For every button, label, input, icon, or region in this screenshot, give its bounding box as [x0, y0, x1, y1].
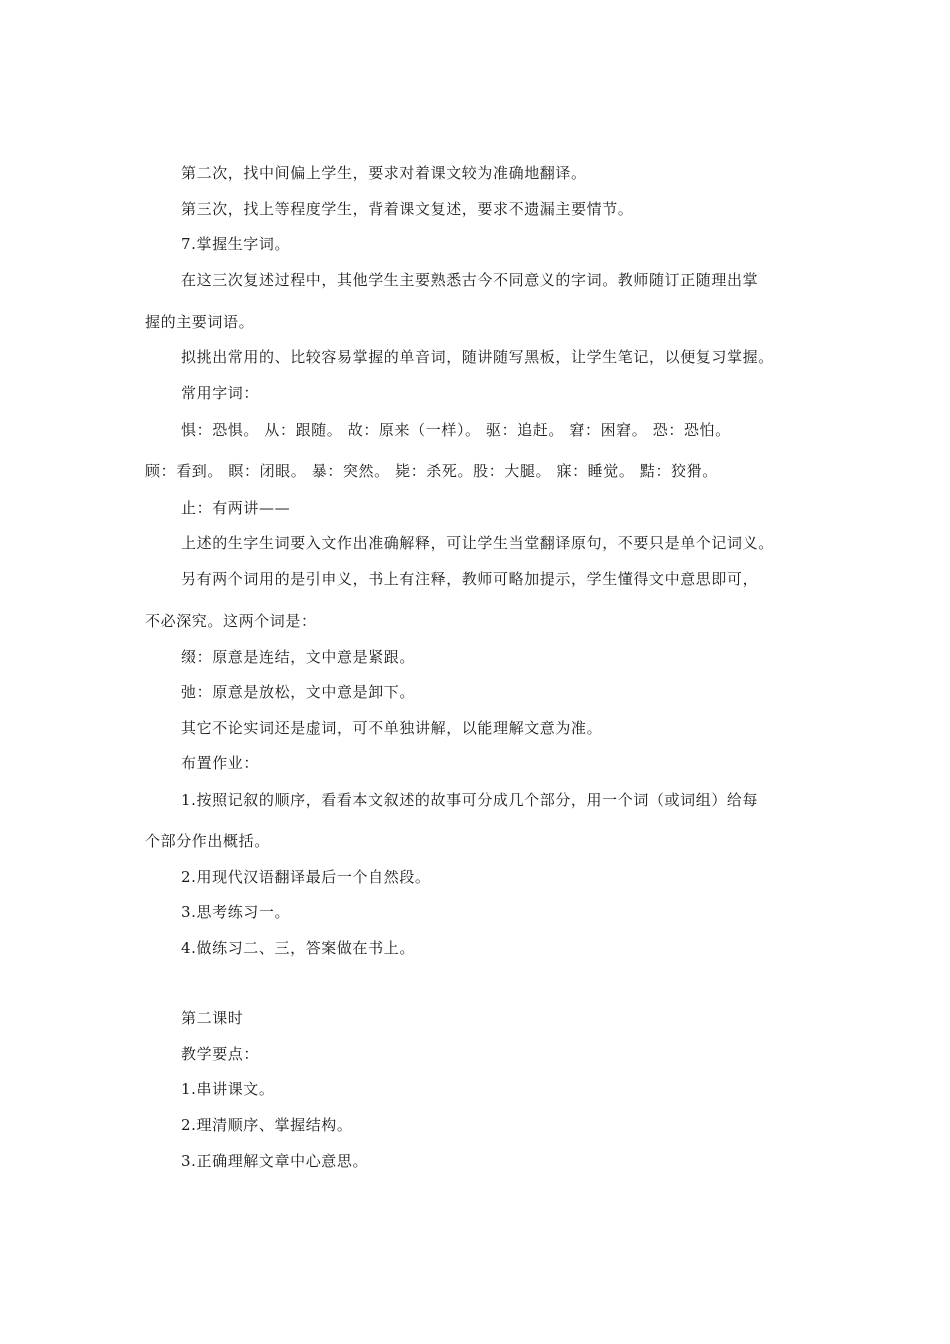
vocab-line: 止：有两讲——	[181, 499, 291, 517]
vocab-line: 惧：恐惧。 从：跟随。 故：原来（一样）。 驱：追赶。 窘：困窘。 恐：恐怕。	[181, 421, 731, 439]
paragraph-line: 另有两个词用的是引申义，书上有注释，教师可略加提示，学生懂得文中意思即可，	[181, 570, 759, 588]
section-heading: 第二课时	[181, 1009, 244, 1027]
list-item: 个部分作出概括。	[145, 832, 270, 850]
label-line: 教学要点：	[181, 1045, 260, 1063]
paragraph-line: 第二次，找中间偏上学生，要求对着课文较为准确地翻译。	[181, 164, 587, 182]
vocab-line: 缀：原意是连结，文中意是紧跟。	[181, 648, 416, 666]
list-item: 1.按照记叙的顺序，看看本文叙述的故事可分成几个部分，用一个词（或词组）给每	[181, 791, 759, 809]
label-line: 常用字词：	[181, 384, 260, 402]
vocab-line: 顾：看到。 瞑：闭眼。 暴：突然。 毙：杀死。股：大腿。 寐：睡觉。 黠：狡猾。	[145, 462, 718, 480]
list-item: 3.正确理解文章中心意思。	[181, 1152, 369, 1170]
list-item: 2.用现代汉语翻译最后一个自然段。	[181, 868, 431, 886]
section-heading: 7.掌握生字词。	[181, 235, 291, 253]
paragraph-line: 其它不论实词还是虚词，可不单独讲解，以能理解文意为准。	[181, 719, 603, 737]
list-item: 4.做练习二、三，答案做在书上。	[181, 939, 415, 957]
vocab-line: 弛：原意是放松，文中意是卸下。	[181, 683, 416, 701]
paragraph-line: 不必深究。这两个词是：	[145, 612, 317, 630]
paragraph-line: 上述的生字生词要入文作出准确解释，可让学生当堂翻译原句，不要只是单个记词义。	[181, 534, 774, 552]
paragraph-line: 拟挑出常用的、比较容易掌握的单音词，随讲随写黑板，让学生笔记，以便复习掌握。	[181, 348, 774, 366]
paragraph-line: 握的主要词语。	[145, 313, 255, 331]
label-line: 布置作业：	[181, 754, 260, 772]
list-item: 2.理清顺序、掌握结构。	[181, 1116, 353, 1134]
paragraph-line: 第三次，找上等程度学生，背着课文复述，要求不遗漏主要情节。	[181, 200, 634, 218]
list-item: 3.思考练习一。	[181, 903, 291, 921]
paragraph-line: 在这三次复述过程中，其他学生主要熟悉古今不同意义的字词。教师随订正随理出掌	[181, 271, 759, 289]
list-item: 1.串讲课文。	[181, 1080, 275, 1098]
